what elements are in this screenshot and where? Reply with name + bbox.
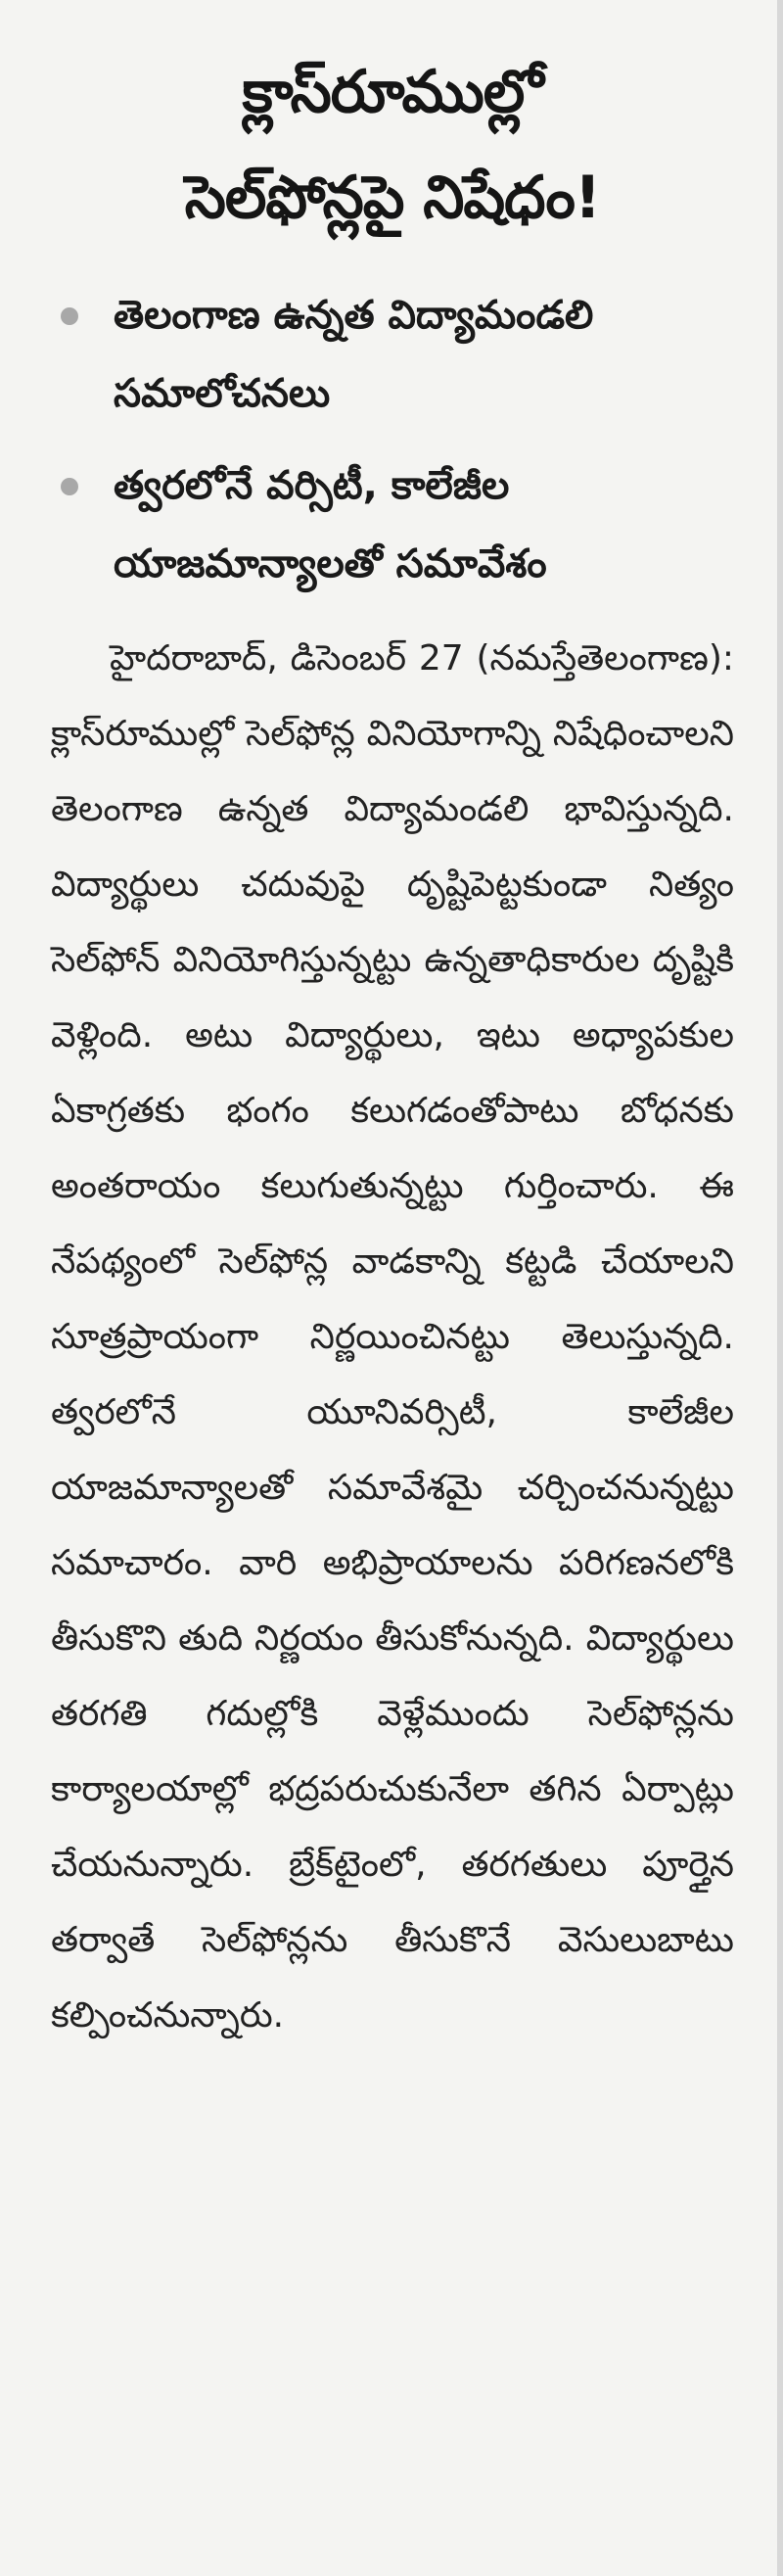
subheadline-item [51, 276, 734, 433]
headline-line-2: సెల్‌ఫోన్లపై నిషేధం! [184, 164, 601, 232]
article-body-text: క్లాస్‌రూముల్లో సెల్‌ఫోన్ల వినియోగాన్ని నిషేధించాలని తెలంగాణ ఉన్నత విద్యామండలి భావిస్తున్నది. విద్యార్థులు చదువుపై దృష్టిపెట్టకుండా నిత్యం సెల్‌ఫోన్ వినియోగిస్తున్నట్టు ఉన్నతాధికారుల దృష్టికి వెళ్లింది. అటు విద్యార్థులు, ఇటు అధ్యాపకుల ఏకాగ్రతకు భంగం కలుగడంతోపాటు బోధనకు అంతరాయం కలుగుతున్నట్టు గుర్తించారు. ఈ నేపథ్యంలో సెల్‌ఫోన్ల వాడకాన్ని కట్టడి చేయాలని సూత్రప్రాయంగా నిర్ణయించినట్టు తెలుస్తున్నది. త్వరలోనే యూనివర్సిటీ, కాలేజీల యాజమాన్యాలతో సమావేశమై చర్చించనున్నట్టు సమాచారం. వారి అభిప్రాయాలను పరిగణనలోకి తీసుకొని తుది నిర్ణయం తీసుకోనున్నది. విద్యార్థులు తరగతి గదుల్లోకి వెళ్లేముందు సెల్‌ఫోన్లను కార్యాలయాల్లో భద్రపరుచుకునేలా తగిన ఏర్పాట్లు చేయనున్నారు. బ్రేక్‌టైంలో, తరగతులు పూర్తైన తర్వాతే సెల్‌ఫోన్లను తీసుకొనే వెసులుబాటు కల్పించనున్నారు. [51, 714, 734, 2036]
dateline: హైదరాబాద్, డిసెంబర్ 27 (నమస్తేతెలంగాణ): [110, 638, 734, 679]
headline-line-1: క్లాస్‌రూముల్లో [242, 58, 543, 126]
subheadline-item [51, 446, 734, 603]
headline [51, 39, 734, 251]
article-body [51, 621, 734, 2053]
subheadline-list [51, 276, 734, 603]
subheadline-text: తెలంగాణ ఉన్నత విద్యామండలి సమాలోచనలు [114, 293, 594, 416]
bullet-dot-icon [61, 478, 78, 495]
bullet-dot-icon [61, 307, 78, 325]
subheadline-text: త్వరలోనే వర్సిటీ, కాలేజీల యాజమాన్యాలతో సమావేశం [114, 463, 547, 586]
